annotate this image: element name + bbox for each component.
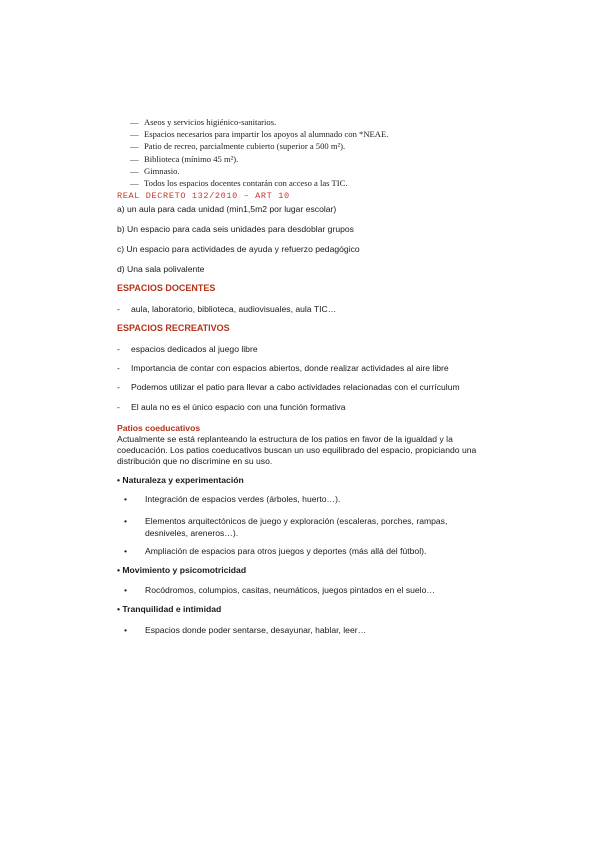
list-item: - Importancia de contar con espacios abiertos, donde realizar actividades al aire libre <box>117 363 449 373</box>
section-heading-recreativos: ESPACIOS RECREATIVOS <box>117 323 230 333</box>
facilities-list <box>130 116 388 189</box>
list-item: - El aula no es el único espacio con una función formativa <box>117 402 346 412</box>
list-item: - espacios dedicados al juego libre <box>117 344 258 354</box>
patios-paragraph: Actualmente se está replanteando la estructura de los patios en favor de la igualdad y la coeducación. Los patios coeducativos buscan un uso equilibrado del espacio, propiciando una distribución que no discrimine en su uso. <box>117 434 477 467</box>
list-item: — Patio de recreo, parcialmente cubierto (superior a 500 m²). <box>130 141 346 152</box>
list-item: - aula, laboratorio, biblioteca, audiovisuales, aula TIC… <box>117 304 337 314</box>
list-item: — Gimnasio. <box>130 165 180 176</box>
decree-item-a: a) un aula para cada unidad (min1,5m2 por lugar escolar) <box>117 204 337 214</box>
decree-item-b: b) Un espacio para cada seis unidades para desdoblar grupos <box>117 224 354 234</box>
list-item: — Espacios necesarios para impartir los apoyos al alumnado con *NEAE. <box>130 129 389 140</box>
patios-title: Patios coeducativos <box>117 423 201 433</box>
decree-item-c: c) Un espacio para actividades de ayuda y refuerzo pedagógico <box>117 244 360 254</box>
list-item: — Biblioteca (mínimo 45 m²). <box>130 153 239 164</box>
group-heading-naturaleza: • Naturaleza y experimentación <box>117 475 244 485</box>
group-heading-movimiento: • Movimiento y psicomotricidad <box>117 565 247 575</box>
list-item: - Podemos utilizar el patio para llevar a cabo actividades relacionadas con el currículum <box>117 382 460 392</box>
decree-item-d: d) Una sala polivalente <box>117 264 205 274</box>
list-item: — Todos los espacios docentes contarán con acceso a las TIC. <box>130 178 348 189</box>
group-heading-tranquilidad: • Tranquilidad e intimidad <box>117 604 222 614</box>
document-page: — Aseos y servicios higiénico-sanitarios. — Espacios necesarios para impartir los apoyos al alumnado con *NEAE. — Patio de recreo, parcialmente cubierto (superior a 500 m²). — Biblioteca (mínimo 45 m²). — Gimnasio. — Todos los espacios docentes contarán con acceso a las TIC. REAL DECRETO 132/2010 – ART 10 a) un aula para cada unidad (min1,5m2 por lugar escolar) b) Un espacio para cada seis unidades para desdoblar grupos c) Un espacio para actividades de ayuda y refuerzo pedagógico d) Una sala polivalente ESPACIOS DOCENTES - aula, laboratorio, biblioteca, audiovisuales, aula TIC… ESPACIOS RECREATIVOS - espacios dedicados al juego libre - Importancia de contar con espacios abiertos, donde realizar actividades al aire libre - Podemos utilizar el patio para llevar a cabo actividades relacionadas con el currículum - El aula no es el único espacio con una función formativa Patios coeducativos Actualmente se está replanteando la estructura de los patios en favor de la igualdad y la coeducación. Los patios coeducativos buscan un uso equilibrado del espacio, propiciando una distribución que no discrimine en su uso. • Naturaleza y experimentación • Integración de espacios verdes (árboles, huerto…). • Elementos arquitectónicos de juego y exploración (escaleras, porches, rampas, desniveles, areneros…). • Ampliación de espacios para otros juegos y deportes (más allá del fútbol). • Movimiento y psicomotricidad • Rocódromos, columpios, casitas, neumáticos, juegos pintados en el suelo… • Tranquilidad e intimidad • Espacios donde poder sentarse, desayunar, hablar, leer… <box>0 0 600 848</box>
list-item: — Aseos y servicios higiénico-sanitarios. <box>130 117 277 127</box>
decree-heading: REAL DECRETO 132/2010 – ART 10 <box>117 191 290 201</box>
section-heading-docentes: ESPACIOS DOCENTES <box>117 283 216 293</box>
